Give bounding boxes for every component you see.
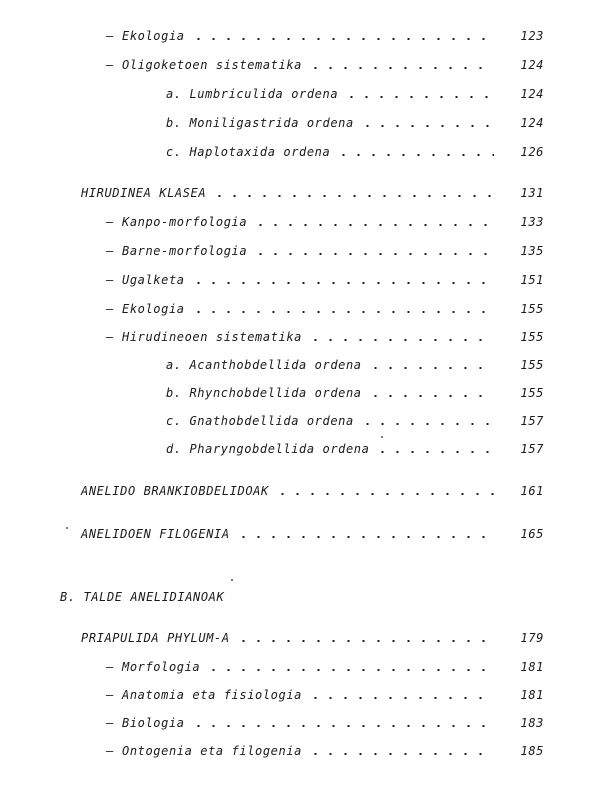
toc-page-number-row	[0, 524, 600, 544]
toc-page-number-row	[0, 481, 600, 501]
toc-page-number-row	[0, 241, 600, 261]
toc-page-number: 131	[520, 186, 544, 200]
toc-page-number-row	[0, 439, 600, 459]
toc-entry-label: Biologia	[122, 716, 185, 730]
toc-dash: –	[106, 244, 114, 258]
toc-entry-label: a. Lumbriculida ordena	[166, 87, 339, 101]
toc-entry-label: b. Rhynchobdellida ordena	[166, 386, 362, 400]
toc-page-number: 183	[520, 716, 544, 730]
toc-entry-label: a. Acanthobdellida ordena	[166, 358, 362, 372]
toc-page-number: 124	[520, 87, 544, 101]
toc-page-number: 165	[520, 527, 544, 541]
toc-page-number-row	[0, 142, 600, 162]
toc-entry-label: ANELIDO BRANKIOBDELIDOAK	[81, 484, 269, 498]
toc-page-number: 161	[520, 484, 544, 498]
toc-entry-label: Anatomia eta fisiologia	[122, 688, 302, 702]
toc-entry-label: d. Pharyngobdellida ordena	[166, 442, 370, 456]
toc-dash: –	[106, 273, 114, 287]
toc-page-number: 181	[520, 688, 544, 702]
toc-dash: –	[106, 744, 114, 758]
toc-entry-label: Ekologia	[122, 302, 185, 316]
toc-page-number: 124	[520, 58, 544, 72]
toc-entry-label: Hirudineoen sistematika	[122, 330, 302, 344]
toc-page-number: 185	[520, 744, 544, 758]
toc-page-number: 126	[520, 145, 544, 159]
toc-dash: –	[106, 29, 114, 43]
toc-page-number-row	[0, 327, 600, 347]
toc-dash: –	[106, 716, 114, 730]
toc-page-number: 135	[520, 244, 544, 258]
toc-dash: –	[106, 330, 114, 344]
toc-page-number-row	[0, 657, 600, 677]
toc-page-number: 124	[520, 116, 544, 130]
toc-page-number-row	[0, 411, 600, 431]
toc-page-number-row	[0, 84, 600, 104]
toc-entry-label: HIRUDINEA KLASEA	[81, 186, 207, 200]
toc-page-number-row	[0, 212, 600, 232]
toc-page-number: 151	[520, 273, 544, 287]
toc-entry-label: PRIAPULIDA PHYLUM-A	[81, 631, 230, 645]
toc-page-number-row	[0, 55, 600, 75]
toc-entry-label: Barne-morfologia	[122, 244, 248, 258]
toc-page-number: 181	[520, 660, 544, 674]
toc-page-number: 155	[520, 358, 544, 372]
toc-entry-label: b. Moniligastrida ordena	[166, 116, 354, 130]
toc-page-number: 133	[520, 215, 544, 229]
toc-page-number-row	[0, 383, 600, 403]
toc-page-number-row	[0, 183, 600, 203]
toc-entry-label: Ugalketa	[122, 273, 185, 287]
toc-page-number-row	[0, 299, 600, 319]
section-heading: B. TALDE ANELIDIANOAK	[60, 590, 225, 604]
scan-speck	[381, 436, 383, 438]
toc-page-number: 155	[520, 386, 544, 400]
toc-page-number: 179	[520, 631, 544, 645]
toc-page-number-row	[0, 26, 600, 46]
toc-dash: –	[106, 688, 114, 702]
toc-page-number-row	[0, 270, 600, 290]
toc-page-number-row	[0, 685, 600, 705]
toc-dash: –	[106, 302, 114, 316]
toc-page-number-row	[0, 113, 600, 133]
toc-dash: –	[106, 58, 114, 72]
toc-entry-label: ANELIDOEN FILOGENIA	[81, 527, 230, 541]
toc-entry-label: c. Gnathobdellida ordena	[166, 414, 354, 428]
toc-page-number: 157	[520, 414, 544, 428]
toc-dash: –	[106, 215, 114, 229]
scan-speck	[66, 527, 68, 529]
toc-entry-label: c. Haplotaxida ordena	[166, 145, 331, 159]
toc-entry-label: Ekologia	[122, 29, 185, 43]
toc-entry-label: Ontogenia eta filogenia	[122, 744, 302, 758]
toc-page-number: 157	[520, 442, 544, 456]
toc-entry-label: Oligoketoen sistematika	[122, 58, 302, 72]
toc-entry-label: Morfologia	[122, 660, 201, 674]
toc-entry-label: Kanpo-morfologia	[122, 215, 248, 229]
toc-page-number: 155	[520, 330, 544, 344]
toc-page-number: 123	[520, 29, 544, 43]
toc-page-number-row	[0, 355, 600, 375]
toc-page-number-row	[0, 741, 600, 761]
toc-page-number: 155	[520, 302, 544, 316]
scan-speck	[231, 579, 233, 581]
toc-page-number-row	[0, 713, 600, 733]
toc-dash: –	[106, 660, 114, 674]
toc-page-number-row	[0, 628, 600, 648]
